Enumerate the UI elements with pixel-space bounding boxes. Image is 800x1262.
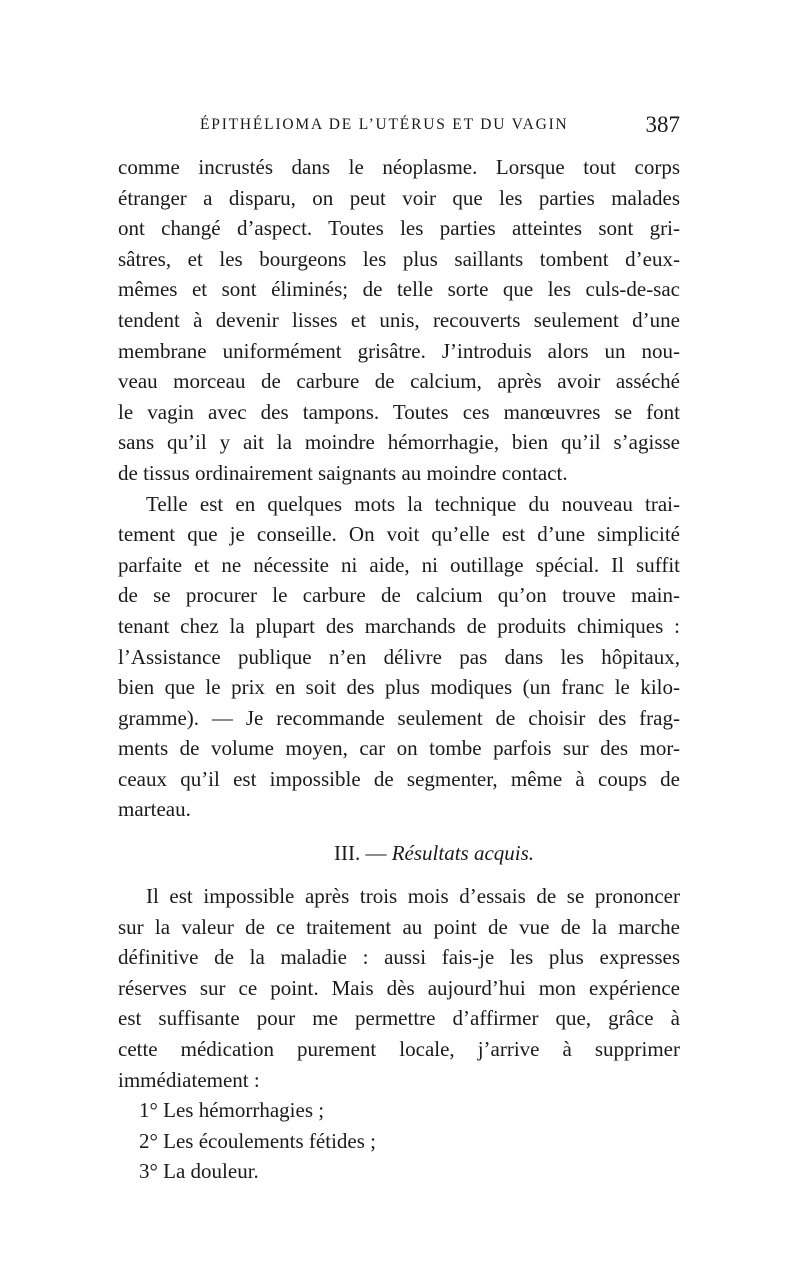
text-line: membrane uniformément grisâtre. J’introduis alors un nou- (118, 338, 680, 363)
text-line: mêmes et sont éliminés; de telle sorte que les culs-de-sac (118, 277, 680, 302)
text-line: tendent à devenir lisses et unis, recouverts seulement d’une (118, 307, 680, 332)
list-item: 3° La douleur. (139, 1159, 259, 1184)
text-line: de se procurer le carbure de calcium qu’on trouve main- (118, 583, 680, 608)
paragraph-3 (118, 881, 680, 1095)
paragraph-2 (118, 489, 680, 826)
text-line: définitive de la maladie : aussi fais-je les plus expresses (118, 945, 680, 970)
text-line: marteau. (118, 797, 191, 822)
text-line: Il est impossible après trois mois d’essais de se prononcer (146, 884, 680, 909)
list-item: 2° Les écoulements fétides ; (139, 1128, 376, 1153)
body-text (118, 152, 680, 1187)
text-line: immédiatement : (118, 1067, 260, 1092)
section-title: Résultats acquis. (391, 841, 535, 866)
text-line: gramme). — Je recommande seulement de choisir des frag- (118, 705, 680, 730)
text-line: étranger a disparu, on peut voir que les parties malades (118, 185, 680, 210)
text-line: le vagin avec des tampons. Toutes ces manœuvres se font (118, 399, 680, 424)
section-number: III. — (333, 841, 392, 866)
text-line: tenant chez la plupart des marchands de produits chimiques : (118, 613, 680, 638)
text-line: l’Assistance publique n’en délivre pas dans les hôpitaux, (118, 644, 680, 669)
text-line: comme incrustés dans le néoplasme. Lorsque tout corps (118, 155, 680, 179)
text-line: veau morceau de carbure de calcium, après avoir asséché (118, 369, 680, 394)
list-item: 1° Les hémorrhagies ; (139, 1098, 325, 1123)
text-line: réserves sur ce point. Mais dès aujourd’hui mon expérience (118, 975, 680, 1000)
running-title: ÉPITHÉLIOMA DE L’UTÉRUS ET DU VAGIN (200, 116, 569, 133)
paragraph-1 (118, 152, 680, 489)
text-line: ceaux qu’il est impossible de segmenter, même à coups de (118, 766, 680, 791)
text-line: Telle est en quelques mots la technique du nouveau trai- (146, 491, 680, 516)
text-line: ont changé d’aspect. Toutes les parties atteintes sont gri- (118, 216, 680, 241)
section-heading (118, 825, 680, 881)
text-line: parfaite et ne nécessite ni aide, ni outillage spécial. Il suffit (118, 552, 680, 577)
text-line: sur la valeur de ce traitement au point de vue de la marche (118, 914, 680, 939)
text-line: sans qu’il y ait la moindre hémorrhagie, bien qu’il s’agisse (118, 430, 680, 455)
text-line: bien que le prix en soit des plus modiques (un franc le kilo- (118, 675, 680, 700)
page-number: 387 (645, 112, 680, 137)
text-line: ments de volume moyen, car on tombe parfois sur des mor- (118, 736, 680, 761)
running-head (200, 112, 680, 142)
text-line: sâtres, et les bourgeons les plus saillants tombent d’eux- (118, 246, 680, 271)
symptom-list (118, 1095, 680, 1187)
text-line: tement que je conseille. On voit qu’elle est d’une simplicité (118, 522, 680, 547)
text-line: cette médication purement locale, j’arrive à supprimer (118, 1037, 680, 1062)
text-line: de tissus ordinairement saignants au moindre contact. (118, 460, 568, 485)
text-line: est suffisante pour me permettre d’affirmer que, grâce à (118, 1006, 680, 1031)
